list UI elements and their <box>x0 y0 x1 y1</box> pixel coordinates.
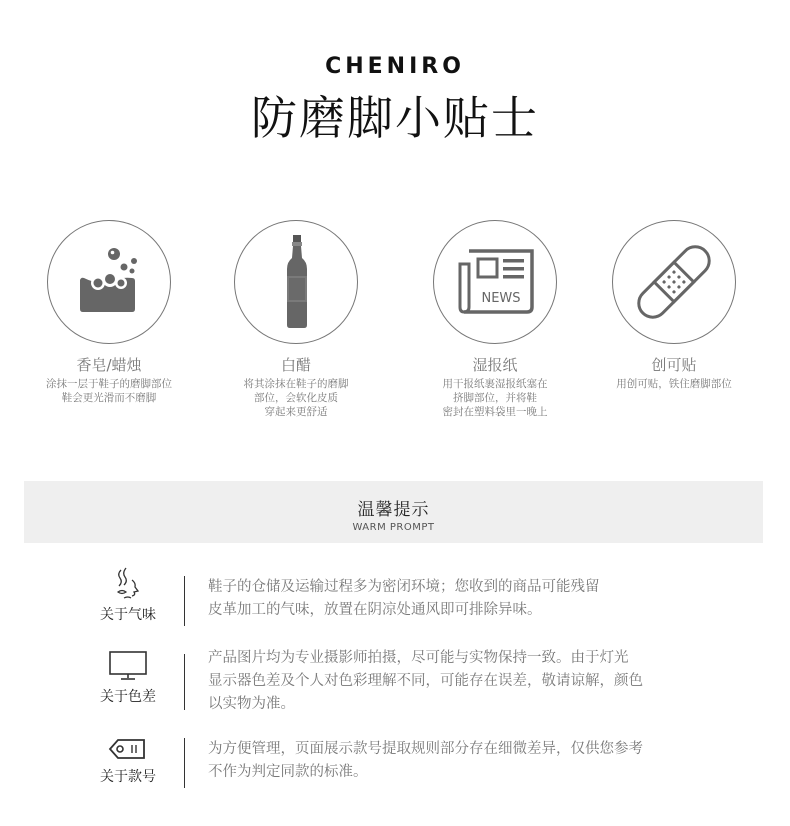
tip-desc: 用创可贴，铁住磨脚部位 <box>616 378 732 390</box>
tip-name: 湿报纸 <box>472 356 518 374</box>
note-text: 为方便管理，页面展示款号提取规则部分存在细微差异，仅供您参考 不作为判定同款的标准。 <box>208 741 643 780</box>
note-text: 产品图片均为专业摄影师拍摄，尽可能与实物保持一致。由于灯光 显示器色差及个人对色彩理解不同，可能存在误差，敬请谅解，颜色 以实物为准。 <box>208 650 643 712</box>
note-text: 鞋子的仓储及运输过程多为密闭环境；您收到的商品可能残留 皮革加工的气味，放置在阴凉处通风即可排除异味。 <box>208 579 600 618</box>
note-label: 关于款号 <box>100 769 156 785</box>
tip-name: 创可贴 <box>651 356 697 374</box>
bandage-icon <box>613 221 734 342</box>
note-color <box>92 648 732 718</box>
tip-desc: 涂抹一层于鞋子的磨脚部位 鞋会更光滑而不磨脚 <box>46 378 172 404</box>
tip-name: 白醋 <box>280 356 311 374</box>
tip-bandage <box>579 220 769 391</box>
tip-newspaper <box>400 220 590 419</box>
tip-vinegar <box>201 220 391 419</box>
bottle-icon <box>235 221 356 342</box>
note-smell <box>92 566 732 630</box>
warm-prompt-banner <box>24 481 763 543</box>
tip-name: 香皂/蜡烛 <box>76 356 142 374</box>
page-title: 防磨脚小贴士 <box>251 91 539 145</box>
tip-soap <box>14 220 204 405</box>
note-label: 关于色差 <box>100 689 156 705</box>
soap-icon <box>48 221 169 342</box>
divider <box>184 576 185 626</box>
note-label: 关于气味 <box>100 607 156 623</box>
divider <box>184 738 185 788</box>
divider <box>184 654 185 710</box>
banner-subtitle: WARM PROMPT <box>352 522 435 533</box>
monitor-icon <box>108 650 148 682</box>
banner-title: 温馨提示 <box>357 500 430 520</box>
tip-desc: 将其涂抹在鞋子的磨脚 部位，会软化皮质 穿起来更舒适 <box>243 378 349 418</box>
news-text: NEWS <box>481 291 521 306</box>
brand-logo: CHENIRO <box>325 54 465 79</box>
newspaper-icon <box>434 221 555 342</box>
note-style-number <box>92 736 732 792</box>
smell-icon <box>108 566 148 600</box>
tip-desc: 用干报纸裹湿报纸塞在 挤脚部位，并将鞋 密封在塑料袋里一晚上 <box>442 378 548 418</box>
tag-icon <box>106 736 150 762</box>
